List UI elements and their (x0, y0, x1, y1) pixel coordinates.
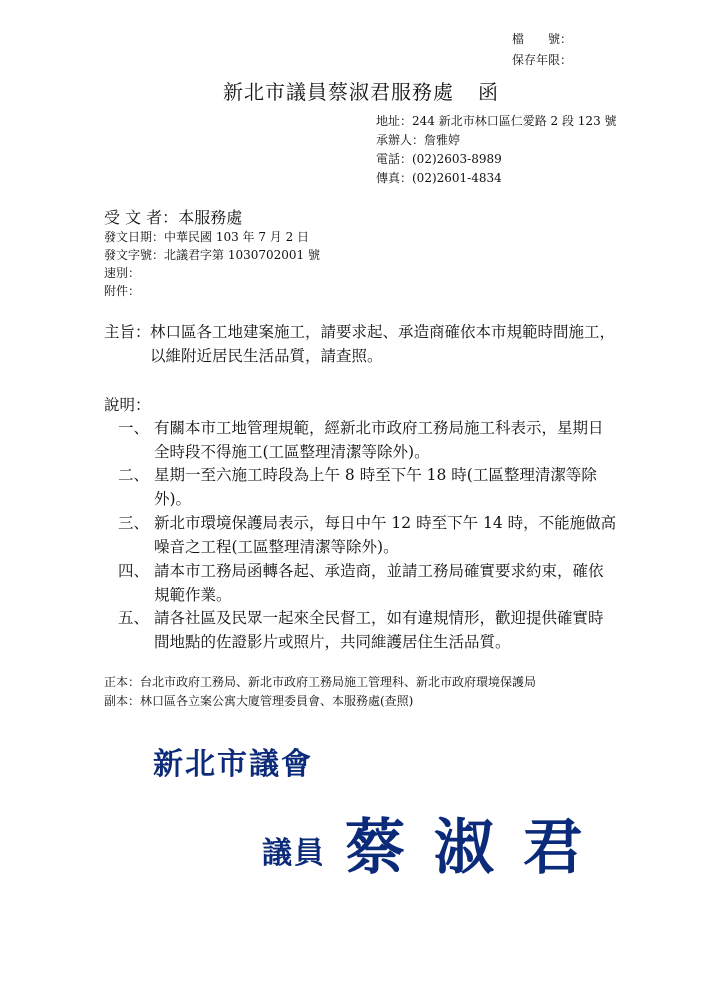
recipient-line (104, 205, 242, 228)
explanation-item (118, 606, 618, 654)
item-number: 二、 (118, 466, 150, 484)
explanation-item (118, 463, 618, 511)
item-number: 一、 (118, 419, 150, 437)
item-text: 星期一至六施工時段為上午 8 時至下午 18 時(工區整理清潔等除外)。 (154, 466, 597, 508)
sender-address: 地址：244 新北市林口區仁愛路 2 段 123 號 (376, 114, 617, 128)
document-type: 函 (478, 80, 499, 104)
organization-name: 新北市議員蔡淑君服務處 (223, 80, 454, 104)
attachments: 附件： (104, 284, 141, 298)
subject-label: 主旨： (104, 323, 151, 341)
file-number-label: 檔 號： (512, 32, 573, 46)
distribution-main: 正本：台北市政府工務局、新北市政府工務局施工管理科、新北市政府環境保護局 (104, 675, 537, 689)
item-text: 新北市環境保護局表示，每日中午 12 時至下午 14 時，不能施做高噪音之工程(工區整理清潔等除外)。 (154, 514, 617, 556)
explanation-item (118, 511, 618, 559)
issue-number: 發文字號：北議君字第 1030702001 號 (104, 248, 320, 262)
item-text: 請本市工務局函轉各起、承造商，並請工務局確實要求約束，確依規範作業。 (154, 562, 604, 604)
sender-contact-person: 承辦人：詹雅婷 (376, 133, 461, 147)
item-number: 四、 (118, 562, 150, 580)
urgency: 速別： (104, 266, 141, 280)
explanation-label: 說明： (104, 396, 151, 414)
item-number: 五、 (118, 609, 150, 627)
explanation-item (118, 416, 618, 464)
subject (104, 320, 624, 368)
document-title (223, 76, 499, 105)
councilor-signature: 蔡 淑 君 (345, 813, 587, 883)
item-text: 有關本市工地管理規範，經新北市政府工務局施工科表示，星期日全時段不得施工(工區整理清潔等除外)。 (154, 419, 604, 461)
item-text: 請各社區及民眾一起來全民督工，如有違規情形，歡迎提供確實時間地點的佐證影片或照片，共同維護居住生活品質。 (154, 609, 604, 651)
recipient-label: 受 文 者： (104, 208, 179, 227)
item-number: 三、 (118, 514, 150, 532)
sender-fax: 傳真：(02)2601-4834 (376, 171, 502, 185)
council-seal-text: 新北市議會 (153, 747, 313, 782)
distribution-copy: 副本：林口區各立案公寓大廈管理委員會、本服務處(查照) (104, 694, 414, 708)
recipient-value: 本服務處 (178, 208, 243, 227)
councilor-title: 議員 (262, 836, 326, 871)
subject-text: 林口區各工地建案施工，請要求起、承造商確依本市規範時間施工，以維附近居民生活品質，請查照。 (150, 323, 616, 365)
explanation-item (118, 559, 618, 607)
retention-period-label: 保存年限： (512, 53, 573, 67)
sender-phone: 電話：(02)2603-8989 (376, 152, 502, 166)
issue-date: 發文日期：中華民國 103 年 7 月 2 日 (104, 230, 310, 244)
